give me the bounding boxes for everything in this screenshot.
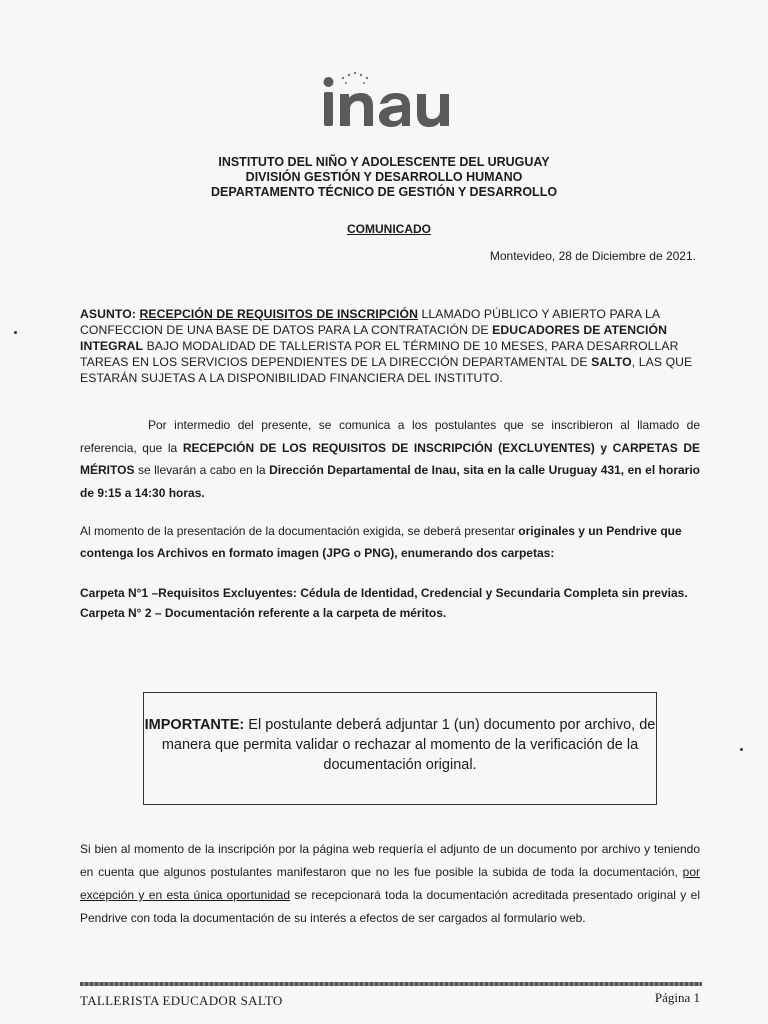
- folder-2: Carpeta N° 2 – Documentación referente a la carpeta de méritos.: [80, 606, 447, 620]
- exception-paragraph: [80, 838, 700, 930]
- exception-underlined: por excepción y en esta única oportunidad: [80, 865, 700, 902]
- header-line-3: DEPARTAMENTO TÉCNICO DE GESTIÓN Y DESARROLLO: [210, 185, 558, 199]
- exception-text-1: Si bien al momento de la inscripción por la página web requería el adjunto de un documento por archivo y teniendo en cuenta que algunos postulantes manifestaron que no les fue posible la subida de toda la documentación,: [80, 842, 700, 879]
- presentation-paragraph: [80, 520, 700, 564]
- footer-label: TALLERISTA EDUCADOR SALTO: [80, 993, 283, 1008]
- document-date: Montevideo, 28 de Diciembre de 2021.: [489, 249, 696, 263]
- page-number: Página 1: [654, 990, 700, 1005]
- document-title: COMUNICADO: [347, 222, 431, 236]
- presentation-bold: originales y un Pendrive que contenga los Archivos en formato imagen (JPG o PNG), enumerando dos carpetas:: [80, 524, 682, 560]
- logo-text: inau: [318, 70, 320, 71]
- scan-speck: [740, 748, 743, 751]
- header-line-2: DIVISIÓN GESTIÓN Y DESARROLLO HUMANO: [245, 170, 523, 184]
- inau-logo: [318, 70, 458, 130]
- footer-divider: [80, 982, 702, 986]
- subject-label: ASUNTO:: [80, 307, 136, 321]
- subject-text-3: , LAS QUE ESTARÁN SUJETAS A LA DISPONIBILIDAD FINANCIERA DEL INSTITUTO.: [80, 355, 693, 385]
- subject-paragraph: [80, 306, 700, 386]
- subject-title: RECEPCIÓN DE REQUISITOS DE INSCRIPCIÓN: [139, 307, 419, 321]
- folders-list: [80, 583, 700, 623]
- folder-1: Carpeta N°1 –Requisitos Excluyentes: Cédula de Identidad, Credencial y Secundaria Completa sin previas.: [80, 586, 688, 600]
- intro-bold-2: Dirección Departamental de Inau, sita en la calle Uruguay 431, en el horario de 9:15 a 14:30 horas.: [80, 463, 700, 500]
- intro-paragraph: [80, 414, 700, 504]
- exception-text-2: se recepcionará toda la documentación acreditada presentado original y el Pendrive con toda la documentación de su interés a efectos de ser cargados al formulario web.: [80, 888, 700, 925]
- subject-text-1: LLAMADO PÚBLICO Y ABIERTO PARA LA CONFECCION DE UNA BASE DE DATOS PARA LA CONTRATACIÓN DE: [80, 307, 660, 337]
- subject-bold-2: SALTO: [591, 355, 632, 369]
- important-label: IMPORTANTE:: [144, 717, 245, 733]
- subject-bold-1: EDUCADORES DE ATENCIÓN INTEGRAL: [80, 323, 668, 353]
- institution-header: [0, 155, 768, 200]
- scan-speck: [14, 331, 17, 334]
- intro-text-2: se llevarán a cabo en la: [134, 463, 270, 477]
- important-box: [143, 692, 657, 805]
- intro-bold-1: RECEPCIÓN DE LOS REQUISITOS DE INSCRIPCIÓN (EXCLUYENTES) y CARPETAS DE MÉRITOS: [80, 440, 700, 477]
- header-line-1: INSTITUTO DEL NIÑO Y ADOLESCENTE DEL URUGUAY: [218, 155, 550, 169]
- presentation-text: Al momento de la presentación de la documentación exigida, se deberá presentar: [80, 524, 519, 538]
- important-text: El postulante deberá adjuntar 1 (un) documento por archivo, de manera que permita validar o rechazar al momento de la verificación de la documentación original.: [161, 717, 656, 773]
- subject-text-2: BAJO MODALIDAD DE TALLERISTA POR EL TÉRMINO DE 10 MESES, PARA DESARROLLAR TAREAS EN LOS SERVICIOS DEPENDIENTES DE LA DIRECCIÓN DEPARTAMENTAL DE: [80, 339, 679, 369]
- intro-text-1: Por intermedio del presente, se comunica a los postulantes que se inscribieron al llamado de referencia, que la: [80, 418, 700, 455]
